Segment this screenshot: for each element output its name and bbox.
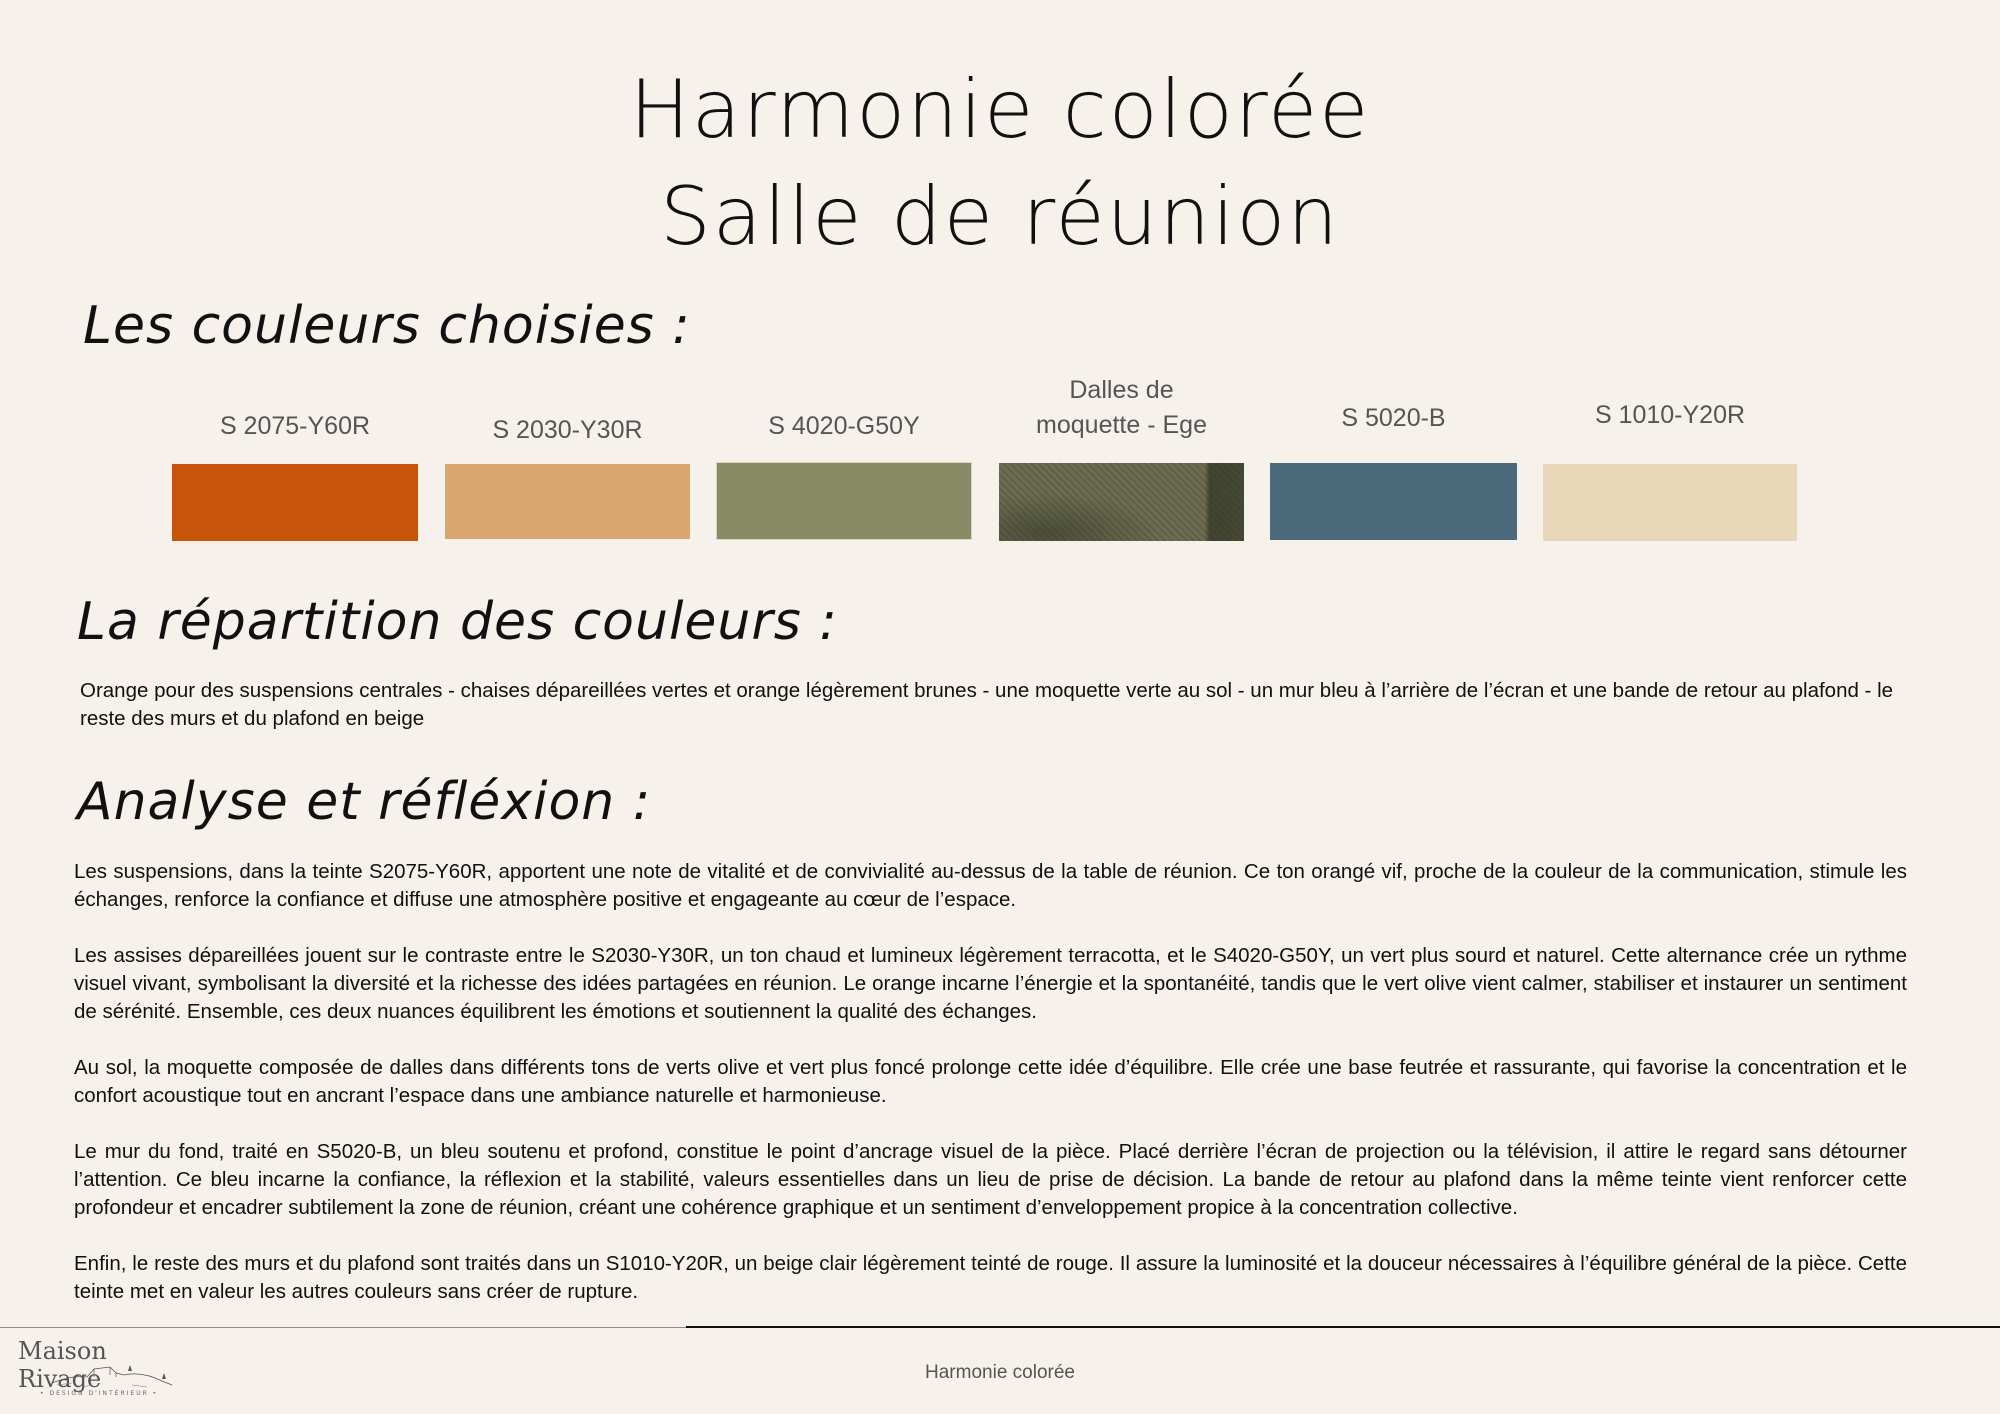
- analysis-paragraph-3: Au sol, la moquette composée de dalles dans différents tons de verts olive et vert plus foncé prolonge cette idée d’équilibre. Elle crée une base feutrée et rassurante, qui favorise la concentration et le confort acoustique tout en ancrant l’espace dans une ambiance naturelle et harmonieuse.: [74, 1056, 1907, 1107]
- analysis-paragraph-4: Le mur du fond, traité en S5020-B, un bleu soutenu et profond, constitue le point d’ancrage visuel de la pièce. Placé derrière l’écran de projection ou la télévision, il attire le regard sans détourner l’attention. Ce bleu incarne la confiance, la réflexion et la stabilité, valeurs essentielles dans un lieu de prise de décision. La bande de retour au plafond dans la même teinte vient renforcer cette profondeur et encadrer subtilement la zone de réunion, créant une cohérence graphique et un sentiment d’enveloppement propice à la concentration collective.: [74, 1140, 1907, 1219]
- distribution-text: Orange pour des suspensions centrales - chaises dépareillées vertes et orange légèrement brunes - une moquette verte au sol - un mur bleu à l’arrière de l’écran et une bande de retour au plafond - le reste des murs et du plafond en beige: [80, 679, 1894, 730]
- analysis-paragraph-1: Les suspensions, dans la teinte S2075-Y60R, apportent une note de vitalité et de convivialité au-dessus de la table de réunion. Ce ton orangé vif, proche de la couleur de la communication, stimule les échanges, renforce la confiance et diffuse une atmosphère positive et engageante au cœur de l’espace.: [74, 860, 1907, 911]
- swatch-label-3: S 4020-G50Y: [768, 412, 920, 440]
- colors-heading: Les couleurs choisies :: [83, 296, 691, 356]
- swatch-terracotta: [445, 464, 690, 539]
- swatch-olive-green: [717, 463, 971, 539]
- swatch-label-2: S 2030-Y30R: [492, 416, 643, 444]
- footer-title: Harmonie colorée: [925, 1362, 1075, 1383]
- footer-divider-right: [686, 1326, 2000, 1328]
- analysis-body: [74, 858, 1907, 1334]
- logo-name: Maison Rivage: [18, 1337, 107, 1393]
- analysis-heading: Analyse et réfléxion :: [77, 772, 652, 832]
- page-title-line2: Salle de réunion: [660, 170, 1340, 263]
- distribution-heading: La répartition des couleurs :: [77, 592, 838, 652]
- swatch-label-4-line2: moquette - Ege: [1036, 411, 1207, 439]
- logo-tagline: • DESIGN D'INTÉRIEUR •: [40, 1390, 159, 1397]
- swatch-label-5: S 5020-B: [1341, 404, 1446, 432]
- swatch-orange: [172, 464, 418, 541]
- swatch-blue: [1270, 463, 1517, 540]
- swatch-beige: [1543, 464, 1797, 541]
- footer-divider-left: [0, 1327, 686, 1328]
- swatch-label-4-line1: Dalles de: [1069, 376, 1174, 404]
- swatch-label-1: S 2075-Y60R: [219, 412, 371, 440]
- page-title-line1: Harmonie colorée: [629, 63, 1371, 156]
- swatch-carpet-tile: [999, 463, 1244, 541]
- swatch-label-6: S 1010-Y20R: [1594, 401, 1746, 429]
- analysis-paragraph-5: Enfin, le reste des murs et du plafond sont traités dans un S1010-Y20R, un beige clair légèrement teinté de rouge. Il assure la luminosité et la douceur nécessaires à l’équilibre général de la pièce. Cette teinte met en valeur les autres couleurs sans créer de rupture.: [74, 1252, 1907, 1303]
- swatch-label-4: [999, 373, 1244, 443]
- analysis-paragraph-2: Les assises dépareillées jouent sur le contraste entre le S2030-Y30R, un ton chaud et lumineux légèrement terracotta, et le S4020-G50Y, un vert plus sourd et naturel. Cette alternance crée un rythme visuel vivant, symbolisant la diversité et la richesse des idées partagées en réunion. Le orange incarne l’énergie et la spontanéité, tandis que le vert olive vient calmer, stabiliser et instaurer un sentiment de sérénité. Ensemble, ces deux nuances équilibrent les émotions et soutiennent la qualité des échanges.: [74, 944, 1907, 1023]
